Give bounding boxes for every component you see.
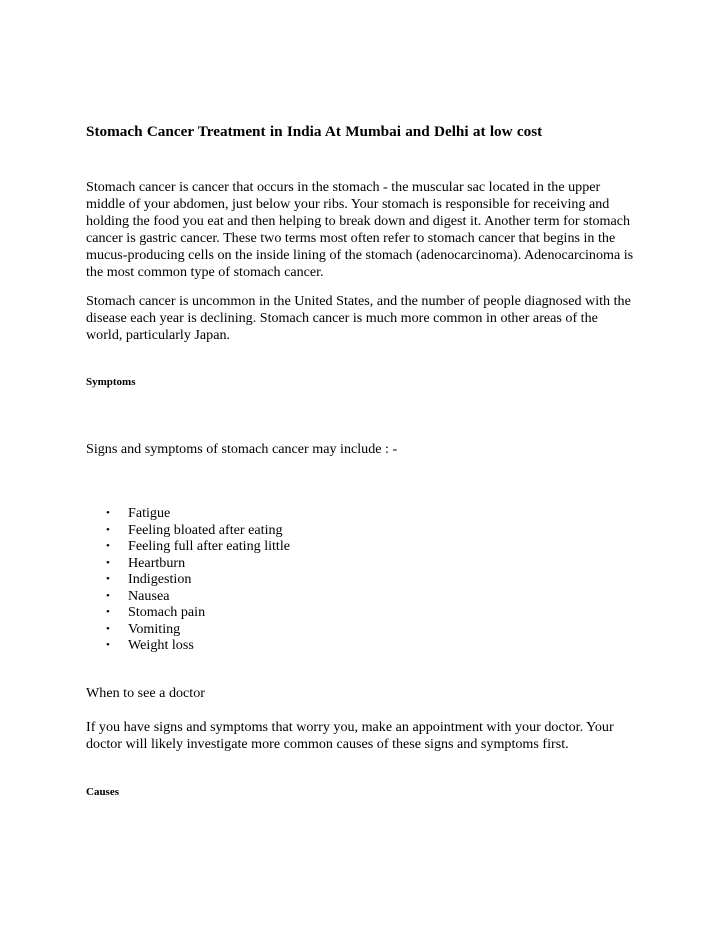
bullet-icon: • — [106, 507, 110, 519]
symptom-text: Vomiting — [128, 620, 181, 637]
bullet-icon: • — [106, 573, 110, 585]
list-item — [86, 588, 290, 605]
document-title: Stomach Cancer Treatment in India At Mumbai and Delhi at low cost — [86, 123, 543, 140]
intro-line: Stomach cancer is cancer that occurs in the stomach - the muscular sac located in the upper — [86, 179, 601, 195]
list-item — [86, 604, 290, 621]
symptom-text: Nausea — [128, 587, 170, 604]
bullet-icon: • — [106, 589, 110, 602]
list-item — [86, 555, 290, 572]
prevalence-paragraph — [86, 293, 656, 344]
intro-line: holding the food you eat and then helping to break down and digest it. Another term for stomach — [86, 213, 631, 229]
symptom-text: Feeling full after eating little — [128, 538, 291, 554]
intro-line: cancer is gastric cancer. These two terms most often refer to stomach cancer that begins in the — [86, 230, 616, 246]
doctor-paragraph — [86, 719, 656, 753]
bullet-icon: • — [106, 523, 110, 536]
doctor-heading: When to see a doctor — [86, 685, 205, 701]
list-item — [86, 538, 290, 555]
bullet-icon: • — [106, 540, 110, 552]
list-item — [86, 621, 290, 638]
causes-heading: Causes — [86, 786, 120, 798]
symptoms-lead: Signs and symptoms of stomach cancer may include : - — [86, 441, 398, 457]
intro-line: middle of your abdomen, just below your ribs. Your stomach is responsible for receiving and — [86, 196, 610, 212]
prevalence-line: Stomach cancer is uncommon in the United States, and the number of people diagnosed with the — [86, 293, 631, 309]
doctor-line: If you have signs and symptoms that worry you, make an appointment with your doctor. Your — [86, 719, 614, 735]
symptom-text: Feeling bloated after eating — [128, 521, 283, 538]
bullet-icon: • — [106, 606, 110, 618]
symptom-text: Fatigue — [128, 505, 171, 521]
symptom-text: Heartburn — [128, 554, 186, 571]
intro-paragraph — [86, 179, 656, 281]
bullet-icon: • — [106, 556, 110, 569]
prevalence-line: world, particularly Japan. — [86, 327, 231, 343]
symptoms-heading: Symptoms — [86, 376, 136, 388]
symptom-list — [86, 505, 290, 654]
list-item — [86, 505, 290, 522]
symptom-text: Indigestion — [128, 571, 192, 587]
intro-line: mucus-producing cells on the inside lining of the stomach (adenocarcinoma). Adenocarcinoma is — [86, 247, 634, 263]
symptom-text: Stomach pain — [128, 604, 206, 620]
list-item — [86, 637, 290, 654]
symptom-text: Weight loss — [128, 637, 194, 653]
doctor-line: doctor will likely investigate more common causes of these signs and symptoms first. — [86, 736, 569, 752]
list-item — [86, 522, 290, 539]
list-item — [86, 571, 290, 588]
prevalence-line: disease each year is declining. Stomach cancer is much more common in other areas of the — [86, 310, 598, 326]
bullet-icon: • — [106, 622, 110, 635]
bullet-icon: • — [106, 639, 110, 651]
intro-line: the most common type of stomach cancer. — [86, 264, 324, 280]
